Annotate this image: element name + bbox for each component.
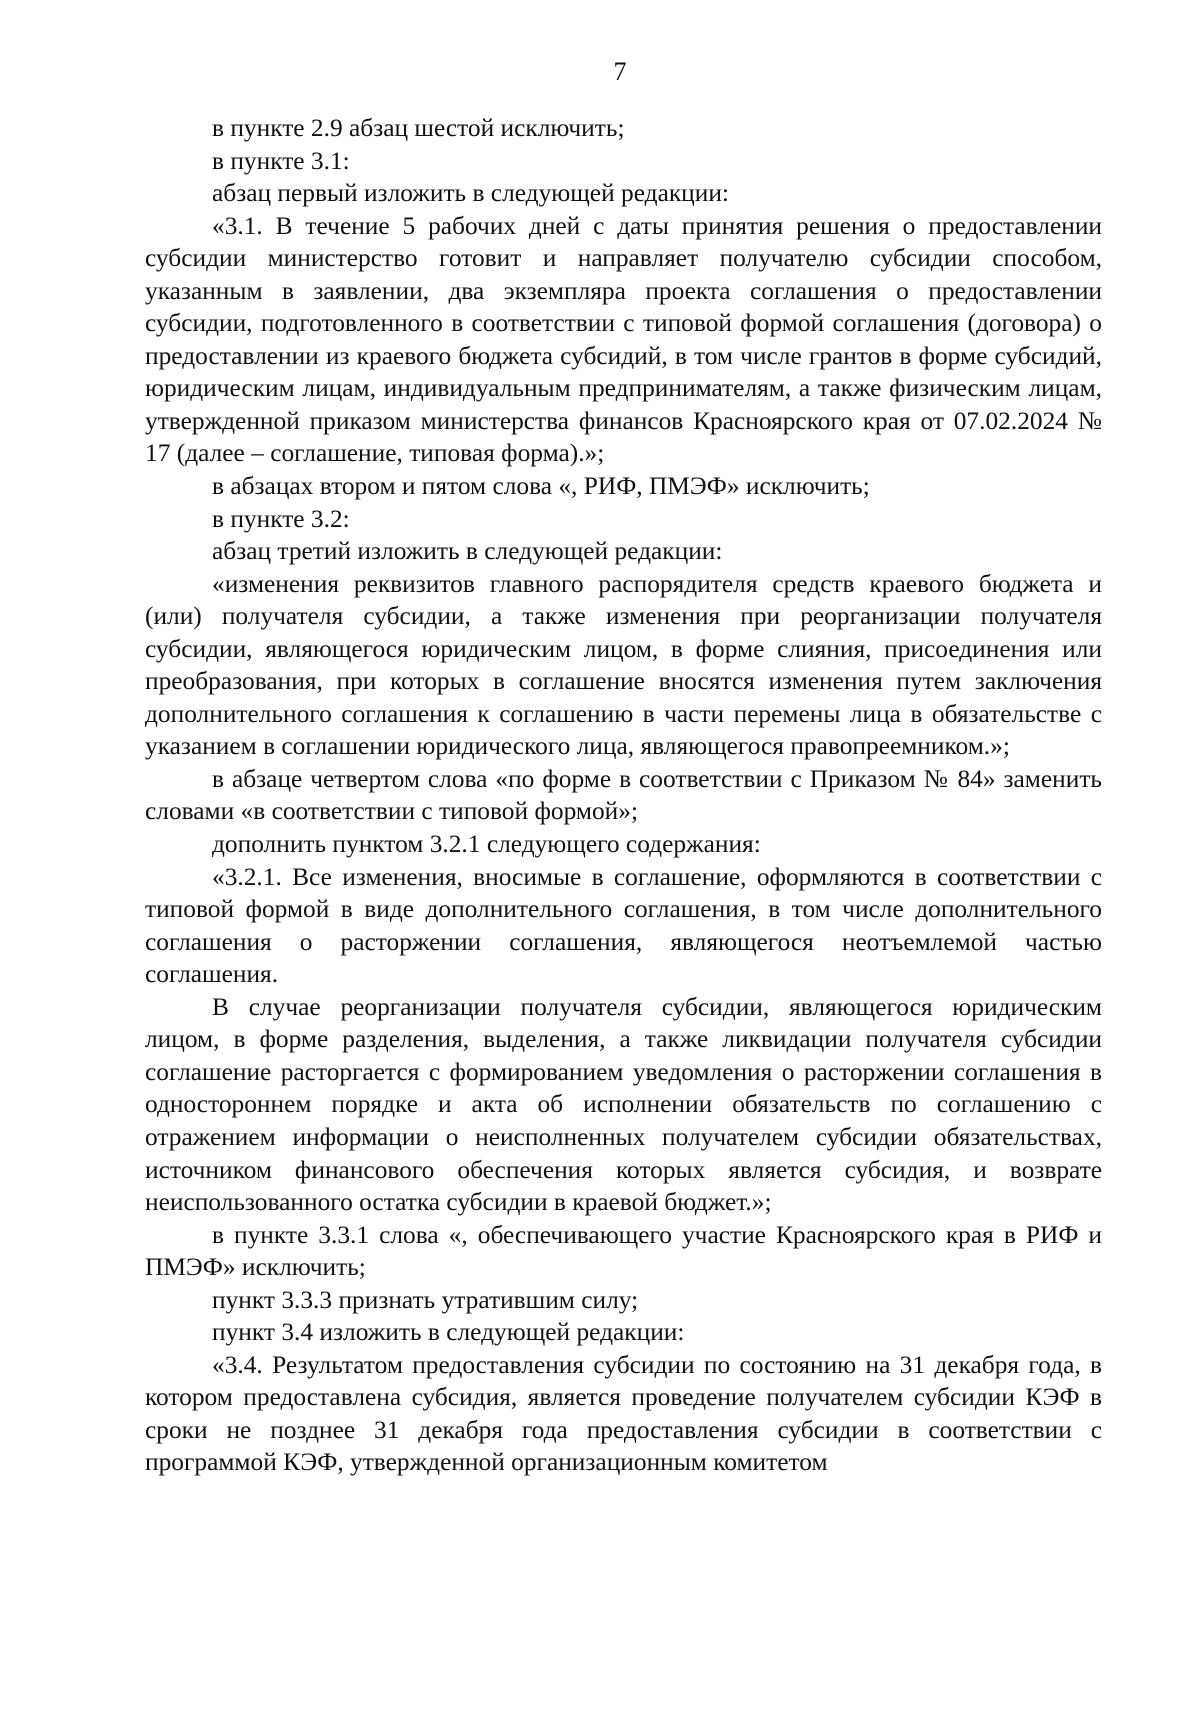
- paragraph: абзац третий изложить в следующей редакции:: [212, 537, 723, 566]
- paragraph: в абзаце четвертом слова «по форме в соответствии с Приказом № 84» заменить словами «в соответствии с типовой формой»;: [145, 764, 1102, 826]
- document-body: [145, 112, 1102, 1479]
- paragraph: пункт 3.3.3 признать утратившим силу;: [212, 1285, 639, 1314]
- paragraph: пункт 3.4 изложить в следующей редакции:: [212, 1318, 685, 1347]
- paragraph: «3.1. В течение 5 рабочих дней с даты принятия решения о предоставлении субсидии министерство готовит и направляет получателю субсидии способом, указанным в заявлении, два экземпляра проекта соглашения о предоставлении субсидии, подготовленного в соответствии с типовой формой соглашения (договора) о предоставлении из краевого бюджета субсидий, в том числе грантов в форме субсидий, юридическим лицам, индивидуальным предпринимателям, а также физическим лицам, утвержденной приказом министерства финансов Красноярского края от 07.02.2024 № 17 (далее – соглашение, типовая форма).»;: [145, 211, 1102, 468]
- paragraph: в пункте 3.2:: [212, 504, 350, 533]
- paragraph: дополнить пунктом 3.2.1 следующего содержания:: [212, 830, 761, 859]
- paragraph: В случае реорганизации получателя субсидии, являющегося юридическим лицом, в форме разделения, выделения, а также ликвидации получателя субсидии соглашение расторгается с формированием уведомления о расторжении соглашения в одностороннем порядке и акта об исполнении обязательств по соглашению с отражением информации о неисполненных получателем субсидии обязательствах, источником финансового обеспечения которых является субсидия, и возврате неиспользованного остатка субсидии в краевой бюджет.»;: [145, 992, 1102, 1217]
- paragraph: в абзацах втором и пятом слова «, РИФ, ПМЭФ» исключить;: [212, 472, 870, 501]
- paragraph: «изменения реквизитов главного распорядителя средств краевого бюджета и (или) получателя субсидии, а также изменения при реорганизации получателя субсидии, являющегося юридическим лицом, в форме слияния, присоединения или преобразования, при которых в соглашение вносятся изменения путем заключения дополнительного соглашения к соглашению в части перемены лица в обязательстве с указанием в соглашении юридического лица, являющегося правопреемником.»;: [145, 569, 1102, 761]
- paragraph: в пункте 2.9 абзац шестой исключить;: [212, 114, 625, 142]
- paragraph: в пункте 3.3.1 слова «, обеспечивающего участие Красноярского края в РИФ и ПМЭФ» исключить;: [145, 1220, 1102, 1282]
- paragraph: абзац первый изложить в следующей редакции:: [212, 179, 729, 208]
- paragraph: в пункте 3.1:: [212, 146, 350, 175]
- page-number: 7: [613, 57, 627, 86]
- paragraph: «3.2.1. Все изменения, вносимые в соглашение, оформляются в соответствии с типовой формой в виде дополнительного соглашения, в том числе дополнительного соглашения о расторжении соглашения, являющегося неотъемлемой частью соглашения.: [145, 862, 1102, 989]
- paragraph: «3.4. Результатом предоставления субсидии по состоянию на 31 декабря года, в котором предоставлена субсидия, является проведение получателем субсидии КЭФ в сроки не позднее 31 декабря года предоставления субсидии в соответствии с программой КЭФ, утвержденной организационным комитетом: [145, 1350, 1102, 1477]
